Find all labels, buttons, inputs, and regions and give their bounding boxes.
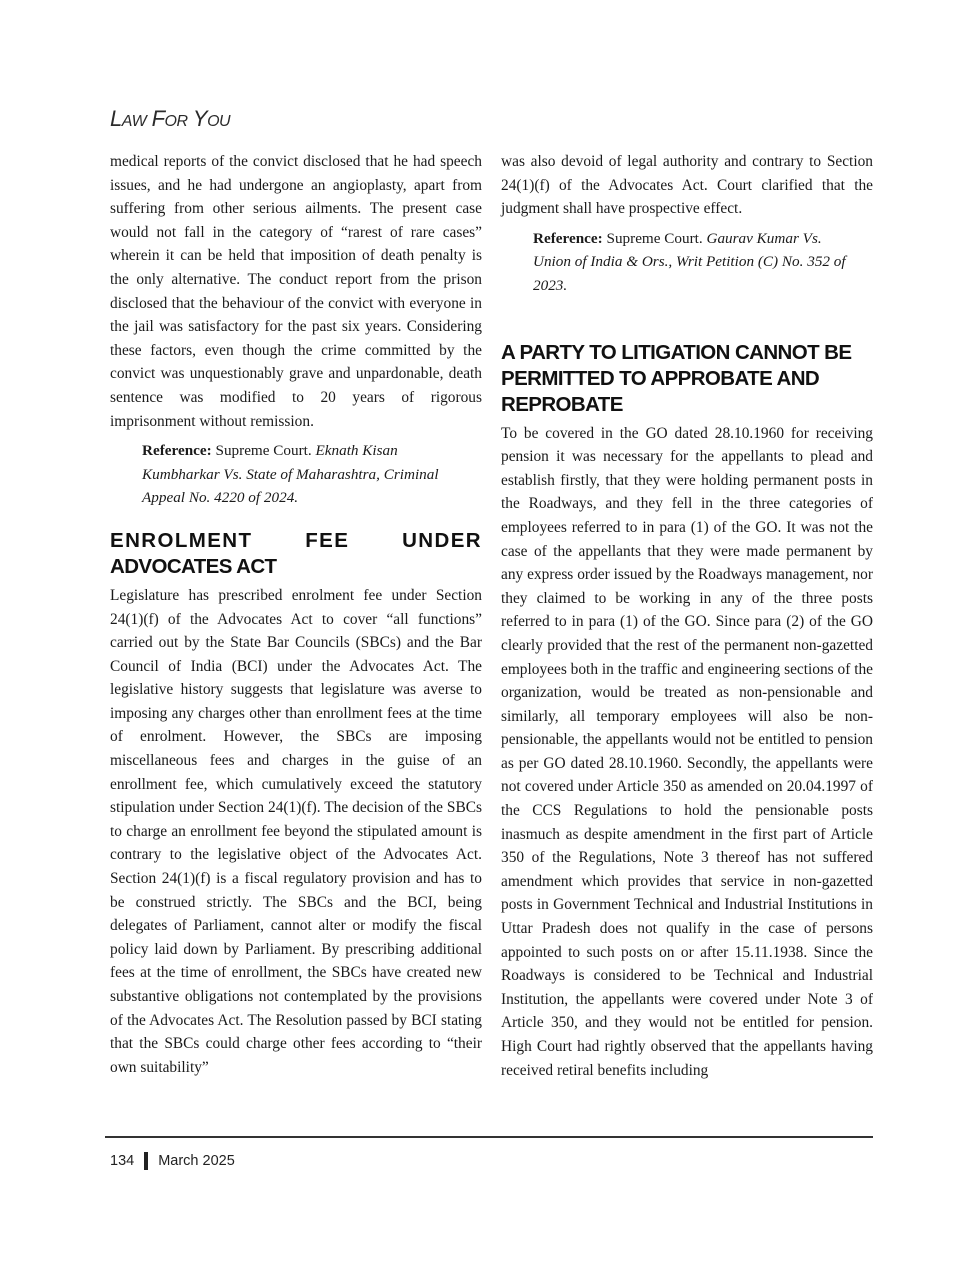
running-head: LAW FOR YOU <box>110 106 231 131</box>
reference-court: Supreme Court. <box>602 229 707 247</box>
body-paragraph: To be covered in the GO dated 28.10.1960 for receiving pension it was necessary for the appellants to plead and establish firstly, that they were holding permanent posts in the Roadways, and they fell in the three categories of employees referred to in para (1) of the GO. It was not the case of the appellants that they were made permanent by any express order issued by the Roadways management, nor they claimed to be working in any of the three posts referred to in para (1) of the GO. Since para (2) of the GO clearly provided that the rest of the permanent non-gazetted employees both in the traffic and engineering sections of the organization, would be treated as non-pensionable and similarly, all temporary employees will also be non-pensionable, the appellants would not be entitled to pension as per GO dated 28.10.1960. Secondly, the appellants were not covered under Article 350 as amended on 20.04.1997 of the CCS Regulations to hold the pensionable posts inasmuch as despite amendment in the first part of Article 350 of the Regulations, Note 3 thereof has not suffered amendment which provides that service in non-gazetted posts in Government Technical and Industrial Institutions in Uttar Pradesh does not qualify in the case of persons appointed to such posts on or after 15.11.1938. Since the Roadways is considered to be Technical and Industrial Institution, the appellants were covered under Note 3 of Article 350, and they would not be entitled for pension. High Court had rightly observed that the appellants having received retiral benefits including <box>501 424 873 1079</box>
reference-court: Supreme Court. <box>211 442 316 460</box>
reference-label: Reference: <box>533 229 603 247</box>
body-paragraph: medical reports of the convict disclosed that he had speech issues, and he had undergone an angioplasty, apart from suffering from other serious ailments. The present case would not fall in the category of “rarest of rare cases” wherein it can be held that imposition of death penalty is the only alternative. The conduct report from the prison disclosed that the behaviour of the convict with everyone in the jail was satisfactory for the past six years. Considering these factors, even though the crime committed by the convict was unquestionably grave and unpardonable, death sentence was modified to 20 years of rigorous imprisonment without remission. <box>110 153 482 430</box>
footer-divider <box>144 1152 148 1170</box>
reference-case: Eknath Kisan Kumbharkar Vs. State of Maharashtra, Criminal Appeal No. 4220 of 2024. <box>142 442 439 507</box>
issue-date: March 2025 <box>158 1153 235 1169</box>
page-number: 134 <box>110 1153 135 1169</box>
section-heading-enrolment-fee: ENROLMENT FEE UNDER ADVOCATES ACT <box>110 528 482 578</box>
body-paragraph: was also devoid of legal authority and contrary to Section 24(1)(f) of the Advocates Act. Court clarified that the judgment shall have prospective effect. <box>501 153 873 218</box>
page-footer <box>110 1152 235 1170</box>
footer-rule <box>105 1136 873 1138</box>
section-heading-approbate-reprobate: A PARTY TO LITIGATION CANNOT BE PERMITTED TO APPROBATE AND REPROBATE <box>501 340 852 416</box>
reference-case: Gaurav Kumar Vs. Union of India & Ors., Writ Petition (C) No. 352 of 2023. <box>533 229 846 294</box>
reference-label: Reference: <box>142 442 212 460</box>
reference-note <box>533 227 873 298</box>
body-paragraph: Legislature has prescribed enrolment fee under Section 24(1)(f) of the Advocates Act to cover “all functions” carried out by the State Bar Councils (SBCs) and the Bar Council of India (BCI) under the Advocates Act. The legislative history suggests that legislature was averse to imposing any charges other than enrollment fees at the time of enrolment. However, the SBCs are imposing miscellaneous fees and charges in the guise of an enrollment fee, which cumulatively exceed the statutory stipulation under Section 24(1)(f). The decision of the SBCs to charge an enrollment fee beyond the stipulated amount is contrary to the legislative object of the Advocates Act. Section 24(1)(f) is a fiscal regulatory provision and has to be construed strictly. The SBCs and the BCI, being delegates of Parliament, cannot alter or modify the fiscal policy laid down by Parliament. By prescribing additional fees at the time of enrollment, the SBCs have created new substantive obligations not contemplated by the provisions of the Advocates Act. The Resolution passed by BCI stating that the SBCs could charge other fees according to “their own suitability” <box>110 586 482 1076</box>
left-column <box>110 150 482 1079</box>
right-column <box>501 150 873 1082</box>
reference-note <box>142 439 482 510</box>
